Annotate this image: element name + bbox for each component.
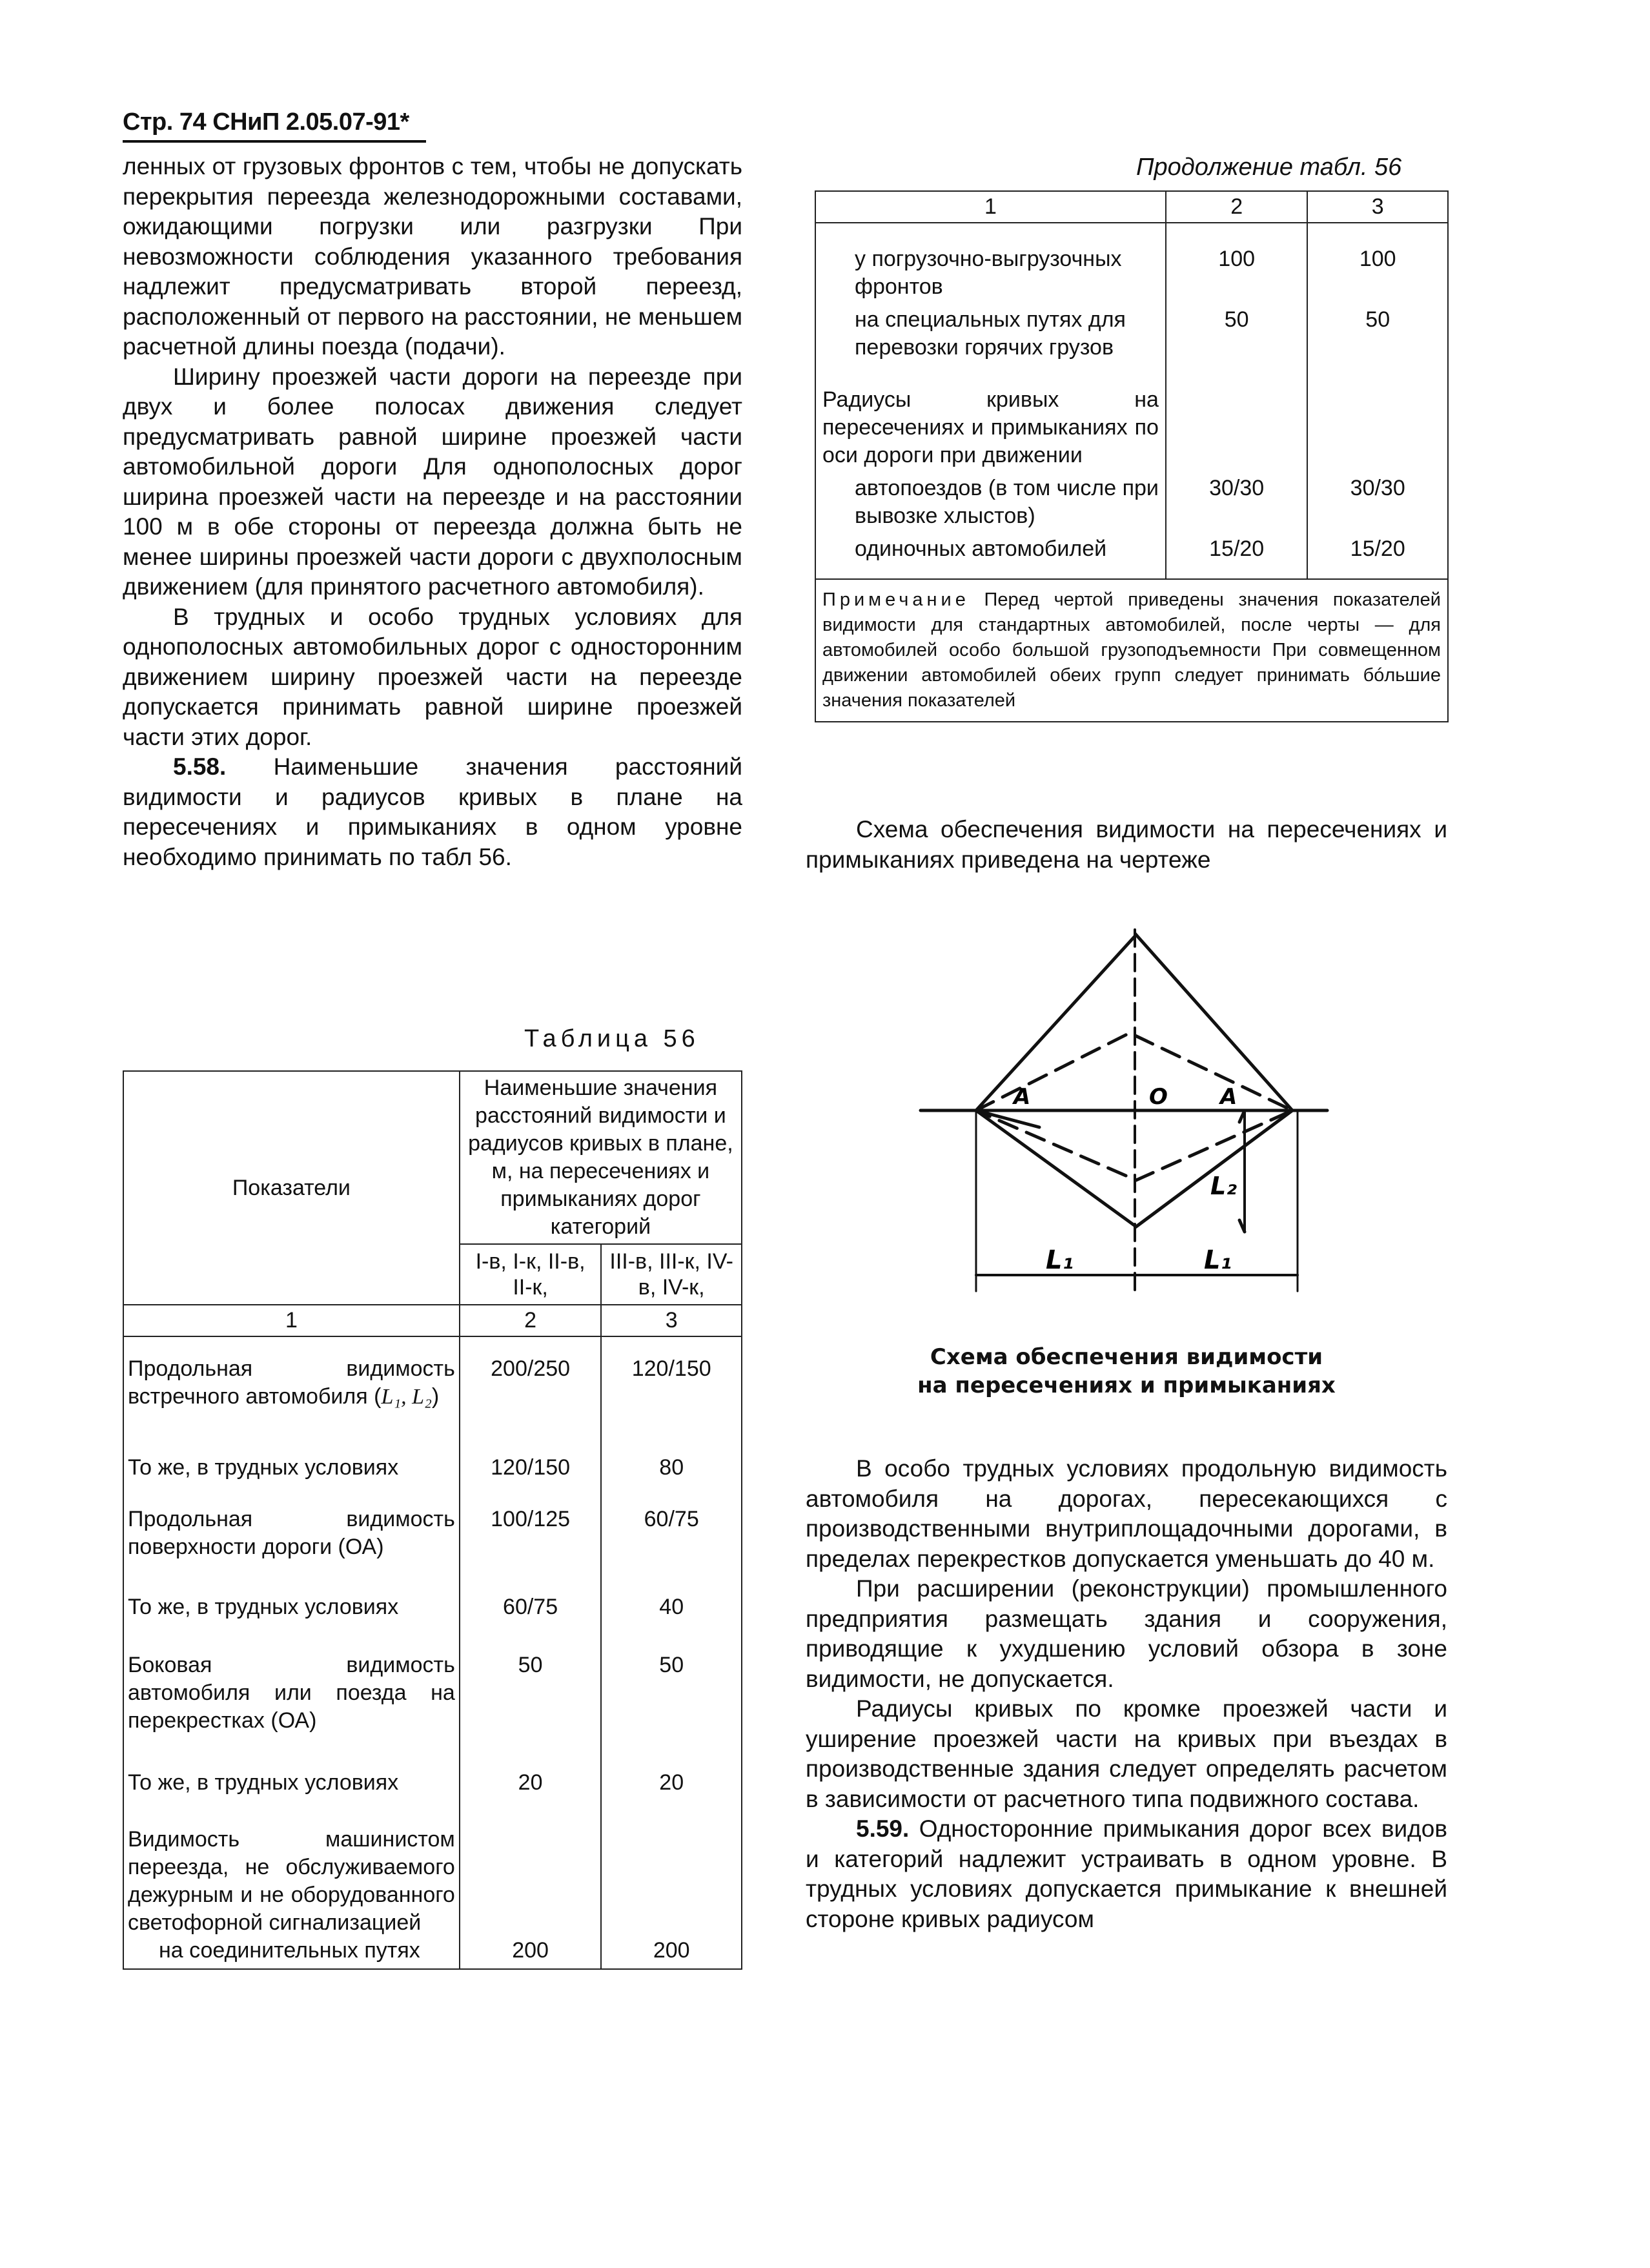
row-label: То же, в трудных условиях — [123, 1450, 460, 1502]
label-l1-left: L₁ — [1046, 1245, 1074, 1275]
table-row — [123, 1336, 742, 1450]
row-label: на специальных путях для перевозки горячих грузов — [815, 303, 1166, 383]
column-number: 2 — [1166, 191, 1308, 223]
header-indicators: Показатели — [123, 1071, 460, 1305]
note-text: Перед чертой приведены значения показателей видимости для стандартных автомобилей, после черты — для автомобилей особо большой грузоподъемности При совмещенном движении автомобилей обеих групп следует принимать бóльшие значения показателей — [822, 589, 1441, 711]
label-l1-right: L₁ — [1204, 1245, 1232, 1275]
table-row — [123, 1450, 742, 1502]
row-label: Продольная видимость встречного автомобиля (L₁, L₂) — [123, 1336, 460, 1450]
cell-value: 50 — [1307, 303, 1448, 383]
cell-value: 30/30 — [1166, 472, 1308, 533]
cell-value: 60/75 — [601, 1502, 742, 1589]
cell-value: 100 — [1307, 223, 1448, 303]
cell-value: 50 — [601, 1648, 742, 1765]
cell-value: 120/150 — [460, 1450, 602, 1502]
cell-value: 200 — [601, 1822, 742, 1969]
cell-value: 60/75 — [460, 1589, 602, 1648]
header-category-2: I-в, I-к, II-в, II-к, — [460, 1244, 602, 1305]
note-label: Примечание — [822, 589, 970, 610]
table-row — [815, 303, 1448, 383]
left-column — [123, 152, 742, 872]
column-number: 3 — [601, 1305, 742, 1336]
table-row — [815, 223, 1448, 303]
clause-text: Наименьшие значения расстояний видимости и радиусов кривых в плане на пересечениях и примыканиях в одном уровне необходимо принимать по табл 56. — [123, 753, 743, 870]
right-column-text — [806, 1454, 1447, 1934]
column-number: 3 — [1307, 191, 1448, 223]
page-header: Стр. 74 СНиП 2.05.07-91* — [123, 108, 426, 143]
cell-value: 15/20 — [1307, 533, 1448, 579]
table-row — [123, 1502, 742, 1589]
cell-value: 20 — [601, 1765, 742, 1822]
row-label: Радиусы кривых на пересечениях и примыканиях по оси дороги при движении — [815, 383, 1166, 472]
row-label: То же, в трудных условиях — [123, 1765, 460, 1822]
cell-value: 50 — [460, 1648, 602, 1765]
cell-value: 80 — [601, 1450, 742, 1502]
sight-line-a-right — [1136, 1110, 1292, 1227]
visibility-scheme-figure — [917, 917, 1330, 1317]
paragraph: ленных от грузовых фронтов с тем, чтобы не допускать перекрытия переезда железнодорожными составами, ожидающими погрузки или разгрузки При невозможности соблюдения указанного требования надлежит предусматривать второй переезд, расположенный от первого на расстоянии, не меньшем расчетной длины поезда (подачи). — [123, 153, 742, 360]
cell-value: 40 — [601, 1589, 742, 1648]
column-number: 2 — [460, 1305, 602, 1336]
paragraph: В трудных и особо трудных условиях для однополосных автомобильных дорог с односторонним движением ширину проезжей части на переезде допускается принимать равной ширине проезжей части этих дорог. — [123, 603, 742, 750]
label-o: О — [1149, 1084, 1168, 1110]
paragraph: При расширении (реконструкции) промышленного предприятия размещать здания и сооружения, приводящие к ухудшению условий обзора в зоне видимости, не допускается. — [806, 1575, 1447, 1692]
row-label: Боковая видимость автомобиля или поезда на перекрестках (ОА) — [123, 1648, 460, 1765]
row-label: одиночных автомобилей — [815, 533, 1166, 579]
table-row — [815, 533, 1448, 579]
cell-value: 200/250 — [460, 1336, 602, 1450]
cell-value — [1166, 383, 1308, 472]
paragraph: Радиусы кривых по кромке проезжей части и уширение проезжей части на кривых при въездах в производственные здания следует определять расчетом в зависимости от расчетного типа подвижного состава. — [806, 1695, 1447, 1812]
cell-value: 30/30 — [1307, 472, 1448, 533]
cell-value — [1307, 383, 1448, 472]
header-group: Наименьшие значения расстояний видимости и радиусов кривых в плане, м, на пересечениях и примыканиях дорог категорий — [460, 1071, 742, 1244]
clause-number: 5.58. — [173, 753, 227, 780]
cell-value: 20 — [460, 1765, 602, 1822]
cell-value: 100 — [1166, 223, 1308, 303]
figure-intro: Схема обеспечения видимости на пересечениях и примыканиях приведена на чертеже — [806, 816, 1447, 873]
figure-caption: Схема обеспечения видимости на пересечениях и примыканиях — [917, 1344, 1336, 1398]
clause-number: 5.59. — [856, 1815, 910, 1842]
label-a-right: А — [1220, 1084, 1238, 1110]
paragraph-5-59 — [806, 1814, 1447, 1934]
continuation-caption: Продолжение табл. 56 — [1136, 154, 1402, 181]
cell-value: 120/150 — [601, 1336, 742, 1450]
table-row — [815, 472, 1448, 533]
cell-value: 100/125 — [460, 1502, 602, 1589]
column-number: 1 — [123, 1305, 460, 1336]
table-caption: Таблица 56 — [524, 1025, 700, 1052]
column-number: 1 — [815, 191, 1166, 223]
paragraph-5-58 — [123, 752, 742, 872]
table-row — [123, 1589, 742, 1648]
table-row — [123, 1765, 742, 1822]
label-a-left: А — [1013, 1084, 1031, 1110]
table-row — [123, 1648, 742, 1765]
row-label: То же, в трудных условиях — [123, 1589, 460, 1648]
paragraph: Ширину проезжей части дороги на переезде при двух и более полосах движения следует предусматривать равной ширине проезжей части автомобильной дороги Для однополосных дорог ширина проезжей части на переезде и на расстоянии 100 м в обе стороны от переезда должна быть не менее ширины проезжей части дороги с двухполосным движением (для принятого расчетного автомобиля). — [123, 363, 742, 600]
row-label: автопоездов (в том числе при вывозке хлыстов) — [815, 472, 1166, 533]
cell-value: 50 — [1166, 303, 1308, 383]
paragraph: В особо трудных условиях продольную видимость автомобиля на дорогах, пересекающихся с производственными внутриплощадочными дорогами, в пределах перекрестков допускается уменьшать до 40 м. — [806, 1455, 1447, 1572]
header-category-3: III-в, III-к, IV-в, IV-к, — [601, 1244, 742, 1305]
cell-value: 200 — [460, 1822, 602, 1969]
table-row — [123, 1822, 742, 1969]
table-56-continuation — [815, 190, 1449, 722]
row-label: Видимость машинистом переезда, не обслуживаемого дежурным и не оборудованного светофорной сигнализацией на соединительных путях — [123, 1822, 460, 1969]
cell-value: 15/20 — [1166, 533, 1308, 579]
table-row — [815, 383, 1448, 472]
row-label: у погрузочно-выгрузочных фронтов — [815, 223, 1166, 303]
table-note — [815, 579, 1448, 722]
row-label: Продольная видимость поверхности дороги (ОА) — [123, 1502, 460, 1589]
table-56 — [123, 1070, 742, 1970]
clause-text: Односторонние примыкания дорог всех видов и категорий надлежит устраивать в одном уровне. В трудных условиях допускается примыкание к внешней стороне кривых радиусом — [806, 1815, 1447, 1932]
label-l2: L₂ — [1210, 1172, 1237, 1200]
